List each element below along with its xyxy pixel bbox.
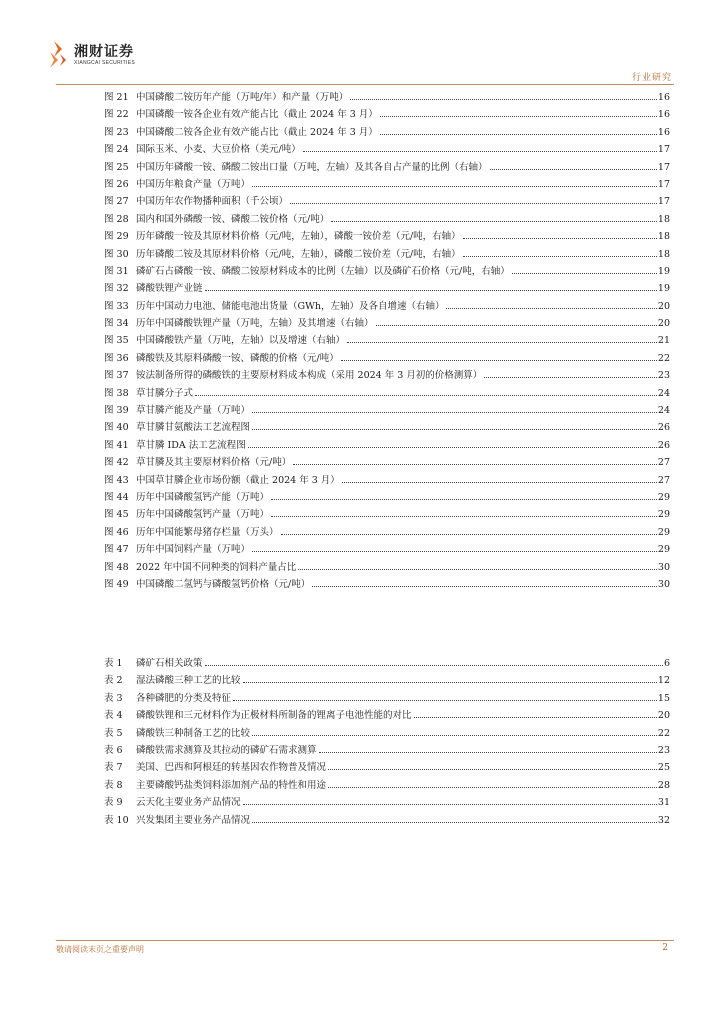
figure-entry[interactable] [104,559,670,576]
figure-entry[interactable] [104,350,670,367]
entry-label: 图 31 [104,265,129,277]
entry-page-number: 6 [663,658,670,669]
entry-label: 表 10 [104,814,129,826]
table-entry[interactable] [104,725,670,742]
entry-page-number: 26 [657,439,670,451]
entry-label: 图 36 [104,352,129,364]
table-index-list [104,655,670,829]
entry-label: 图 48 [104,561,129,573]
entry-title: 草甘膦 IDA 法工艺流程图 [136,439,246,451]
table-entry[interactable] [104,707,670,724]
figure-entry[interactable] [104,176,670,193]
section-label: 行业研究 [631,73,672,83]
figure-entry[interactable] [104,315,670,332]
entry-label: 表 6 [104,744,123,756]
dot-leader [347,342,657,343]
entry-title: 兴发集团主要业务产品情况 [136,814,251,826]
figure-entry[interactable] [104,437,670,454]
dot-leader [328,769,657,770]
dot-leader [319,752,657,753]
entry-label: 图 35 [104,335,129,347]
entry-page-number: 17 [657,178,670,190]
dot-leader [342,482,657,483]
figure-entry[interactable] [104,141,670,158]
table-entry[interactable] [104,742,670,759]
entry-title: 主要磷酸钙盐类饲料添加剂产品的特性和用途 [136,779,327,791]
entry-title: 中国历年农作物播种面积（千公顷） [136,196,289,208]
disclaimer-note: 敬请阅读末页之重要声明 [56,945,144,954]
entry-title: 草甘膦及其主要原材料价格（元/吨） [136,457,292,469]
entry-title: 中国磷酸一铵各企业有效产能占比（截止 2024 年 3 月） [136,109,378,121]
figure-entry[interactable] [104,367,670,384]
table-entry[interactable] [104,672,670,689]
dot-leader [243,682,657,683]
figure-entry[interactable] [104,506,670,523]
entry-page-number: 24 [657,387,670,399]
figure-entry[interactable] [104,159,670,176]
entry-page-number: 17 [657,144,670,156]
entry-page-number: 20 [657,300,670,312]
entry-label: 图 32 [104,283,129,295]
figure-entry[interactable] [104,193,670,210]
dot-leader [484,377,657,378]
entry-title: 中国磷酸二铵历年产能（万吨/年）和产量（万吨） [136,92,349,103]
entry-label: 图 26 [104,178,129,190]
entry-title: 草甘膦产能及产量（万吨） [136,405,251,417]
figure-index-list [104,89,670,593]
figure-entry[interactable] [104,576,670,593]
dot-leader [490,169,657,170]
entry-page-number: 18 [657,248,670,260]
entry-title: 中国历年粮食产量（万吨） [136,178,251,190]
entry-label: 表 1 [104,658,123,669]
entry-label: 图 49 [104,578,129,590]
dot-leader [298,569,657,570]
entry-page-number: 19 [657,283,670,295]
dot-leader [328,787,657,788]
dot-leader [331,221,657,222]
figure-entry[interactable] [104,106,670,123]
figure-entry[interactable] [104,385,670,402]
figure-entry[interactable] [104,541,670,558]
entry-label: 图 27 [104,196,129,208]
table-entry[interactable] [104,655,670,672]
entry-title: 历年中国磷酸铁锂产量（万吨，左轴）及其增速（右轴） [136,318,374,330]
dot-leader [380,134,657,135]
dot-leader [463,238,657,239]
entry-title: 历年磷酸二铵及其原材料价格（元/吨，左轴），磷酸二铵价差（元/吨，右轴） [136,248,461,260]
page-header [0,0,724,90]
dot-leader [248,447,657,448]
figure-entry[interactable] [104,89,670,106]
entry-label: 图 43 [104,474,129,486]
figure-entry[interactable] [104,402,670,419]
entry-page-number: 23 [657,370,670,382]
entry-page-number: 30 [657,578,670,590]
entry-title: 云天化主要业务产品情况 [136,797,241,809]
entry-page-number: 16 [657,109,670,121]
entry-label: 图 23 [104,126,129,138]
entry-title: 磷酸铁及其原料磷酸一铵、磷酸的价格（元/吨） [136,352,339,364]
entry-title: 历年中国磷酸氢钙产量（万吨） [136,509,270,521]
dot-leader [243,804,657,805]
entry-label: 图 30 [104,248,129,260]
entry-page-number: 29 [657,509,670,521]
dot-leader [463,256,657,257]
entry-page-number: 29 [657,491,670,503]
entry-page-number: 19 [657,265,670,277]
entry-label: 表 9 [104,797,123,809]
dot-leader [252,186,657,187]
entry-label: 图 25 [104,161,129,173]
entry-page-number: 31 [657,797,670,809]
dot-leader [290,203,657,204]
entry-page-number: 17 [657,196,670,208]
entry-label: 图 41 [104,439,129,451]
entry-label: 表 8 [104,779,123,791]
entry-label: 图 44 [104,491,129,503]
figure-entry[interactable] [104,419,670,436]
table-entry[interactable] [104,759,670,776]
dot-leader [205,665,663,666]
entry-title: 磷酸铁三种制备工艺的比较 [136,727,251,739]
entry-label: 图 38 [104,387,129,399]
entry-title: 中国历年磷酸一铵、磷酸二铵出口量（万吨，左轴）及其各自占产量的比例（右轴） [136,161,488,173]
entry-page-number: 28 [657,779,670,791]
page-footer [56,940,674,954]
figure-entry[interactable] [104,124,670,141]
table-entry[interactable] [104,794,670,811]
entry-title: 湿法磷酸三种工艺的比较 [136,675,241,687]
entry-title: 草甘膦甘氨酸法工艺流程图 [136,422,251,434]
entry-label: 图 42 [104,457,129,469]
table-entry[interactable] [104,777,670,794]
entry-title: 历年磷酸一铵及其原材料价格（元/吨，左轴），磷酸一铵价差（元/吨，右轴） [136,231,461,243]
entry-label: 图 37 [104,370,129,382]
dot-leader [350,99,657,100]
entry-title: 中国磷酸二氢钙与磷酸氢钙价格（元/吨） [136,578,311,590]
entry-page-number: 25 [657,762,670,774]
entry-label: 图 47 [104,544,129,556]
entry-label: 图 28 [104,213,129,225]
figure-entry[interactable] [104,489,670,506]
dot-leader [205,290,657,291]
entry-page-number: 22 [657,727,670,739]
dot-leader [293,464,657,465]
entry-label: 表 2 [104,675,123,687]
dot-leader [271,516,657,517]
table-entry[interactable] [104,812,670,829]
entry-label: 表 4 [104,710,123,722]
entry-label: 图 21 [104,92,129,103]
figure-entry[interactable] [104,332,670,349]
entry-label: 图 24 [104,144,129,156]
entry-page-number: 12 [657,675,670,687]
figure-entry[interactable] [104,228,670,245]
entry-title: 美国、巴西和阿根廷的转基因农作物普及情况 [136,762,327,774]
entry-title: 历年中国动力电池、储能电池出货量（GWh，左轴）及各自增速（右轴） [136,300,445,312]
figure-entry[interactable] [104,246,670,263]
entry-label: 图 39 [104,405,129,417]
dot-leader [341,360,657,361]
figure-entry[interactable] [104,263,670,280]
table-entry[interactable] [104,690,670,707]
entry-title: 国际玉米、小麦、大豆价格（美元/吨） [136,144,301,156]
entry-label: 表 5 [104,727,123,739]
entry-label: 图 22 [104,109,129,121]
entry-page-number: 32 [657,814,670,826]
dot-leader [252,429,657,430]
entry-label: 图 45 [104,509,129,521]
entry-page-number: 21 [657,335,670,347]
dot-leader [271,499,657,500]
entry-title: 中国磷酸二铵各企业有效产能占比（截止 2024 年 3 月） [136,126,378,138]
dot-leader [303,151,657,152]
logo-english-name: XIANGCAI SECURITIES [74,59,135,66]
entry-label: 图 46 [104,526,129,538]
footer-divider [56,940,674,941]
header-divider [56,84,674,85]
entry-page-number: 20 [657,710,670,722]
entry-label: 图 40 [104,422,129,434]
logo-mark-icon [46,40,70,70]
entry-title: 国内和国外磷酸一铵、磷酸二铵价格（元/吨） [136,213,330,225]
entry-label: 图 29 [104,231,129,243]
figure-entry[interactable] [104,472,670,489]
entry-page-number: 18 [657,213,670,225]
dot-leader [252,822,657,823]
entry-page-number: 27 [657,457,670,469]
entry-title: 磷酸铁锂和三元材料作为正极材料所制备的锂离子电池性能的对比 [136,710,412,722]
entry-title: 历年中国磷酸氢钙产能（万吨） [136,491,270,503]
entry-page-number: 22 [657,352,670,364]
entry-title: 草甘膦分子式 [136,387,194,399]
dot-leader [252,412,657,413]
figure-entry[interactable] [104,524,670,541]
entry-page-number: 24 [657,405,670,417]
page-number: 2 [662,943,668,953]
logo-chinese-name: 湘财证券 [74,43,134,60]
entry-title: 中国草甘膦企业市场份额（截止 2024 年 3 月） [136,474,340,486]
entry-title: 铵法制备所得的磷酸铁的主要原材料成本构成（采用 2024 年 3 月初的价格测算） [136,370,483,382]
entry-title: 历年中国能繁母猪存栏量（万头） [136,526,279,538]
entry-title: 磷酸铁需求测算及其拉动的磷矿石需求测算 [136,744,317,756]
entry-title: 中国磷酸铁产量（万吨，左轴）以及增速（右轴） [136,335,346,347]
entry-page-number: 26 [657,422,670,434]
entry-label: 图 34 [104,318,129,330]
dot-leader [312,586,657,587]
entry-page-number: 30 [657,561,670,573]
dot-leader [376,325,657,326]
entry-label: 表 3 [104,692,123,704]
entry-page-number: 15 [657,692,670,704]
entry-title: 磷矿石相关政策 [136,658,203,669]
entry-page-number: 20 [657,318,670,330]
entry-page-number: 29 [657,526,670,538]
entry-page-number: 27 [657,474,670,486]
dot-leader [252,551,657,552]
entry-page-number: 17 [657,161,670,173]
dot-leader [281,534,657,535]
entry-page-number: 16 [657,92,670,103]
dot-leader [252,735,657,736]
entry-title: 各种磷肥的分类及特征 [136,692,232,704]
dot-leader [512,273,657,274]
entry-title: 历年中国饲料产量（万吨） [136,544,251,556]
entry-page-number: 23 [657,744,670,756]
dot-leader [414,717,657,718]
entry-page-number: 16 [657,126,670,138]
dot-leader [233,700,657,701]
entry-title: 磷酸铁锂产业链 [136,283,203,295]
entry-label: 图 33 [104,300,129,312]
entry-title: 2022 年中国不同种类的饲料产量占比 [136,561,297,573]
figure-entry[interactable] [104,298,670,315]
entry-page-number: 29 [657,544,670,556]
figure-entry[interactable] [104,454,670,471]
dot-leader [446,308,656,309]
entry-label: 表 7 [104,762,123,774]
figure-entry[interactable] [104,211,670,228]
figure-entry[interactable] [104,280,670,297]
dot-leader [380,116,657,117]
entry-title: 磷矿石占磷酸一铵、磷酸二铵原材料成本的比例（左轴）以及磷矿石价格（元/吨，右轴） [136,265,510,277]
company-logo [46,40,135,70]
dot-leader [195,395,657,396]
entry-page-number: 18 [657,231,670,243]
